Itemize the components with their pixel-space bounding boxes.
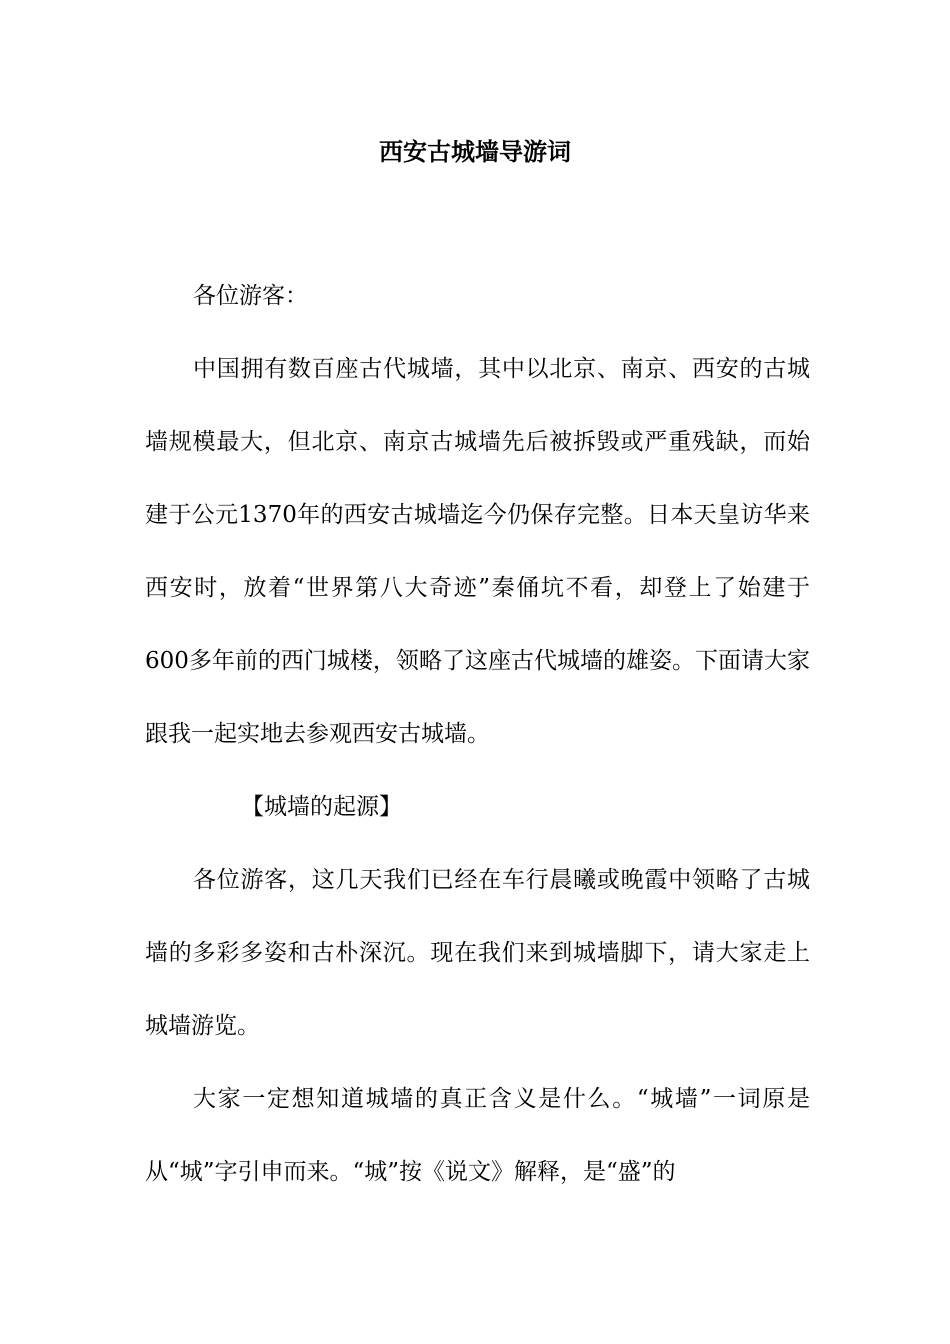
document-body (145, 260, 810, 1209)
paragraph-section-2: 大家一定想知道城墙的真正含义是什么。“城墙”一词原是从“城”字引申而来。“城”按《说文》解释，是“盛”的 (145, 1086, 810, 1185)
paragraph-section-1: 各位游客，这几天我们已经在车行晨曦或晚霞中领略了古城墙的多彩多姿和古朴深沉。现在我们来到城墙脚下，请大家走上城墙游览。 (145, 867, 810, 1039)
document-title: 西安古城墙导游词 (379, 137, 571, 166)
greeting: 各位游客： (193, 283, 308, 309)
section-heading: 【城墙的起源】 (241, 794, 402, 820)
paragraph-intro: 中国拥有数百座古代城墙，其中以北京、南京、西安的古城墙规模最大，但北京、南京古城墙先后被拆毁或严重残缺，而始建于公元1370年的西安古城墙迄今仍保存完整。日本天皇访华来西安时，放着“世界第八大奇迹”秦俑坑不看，却登上了始建于600多年前的西门城楼，领略了这座古代城墙的雄姿。下面请大家跟我一起实地去参观西安古城墙。 (145, 356, 810, 747)
